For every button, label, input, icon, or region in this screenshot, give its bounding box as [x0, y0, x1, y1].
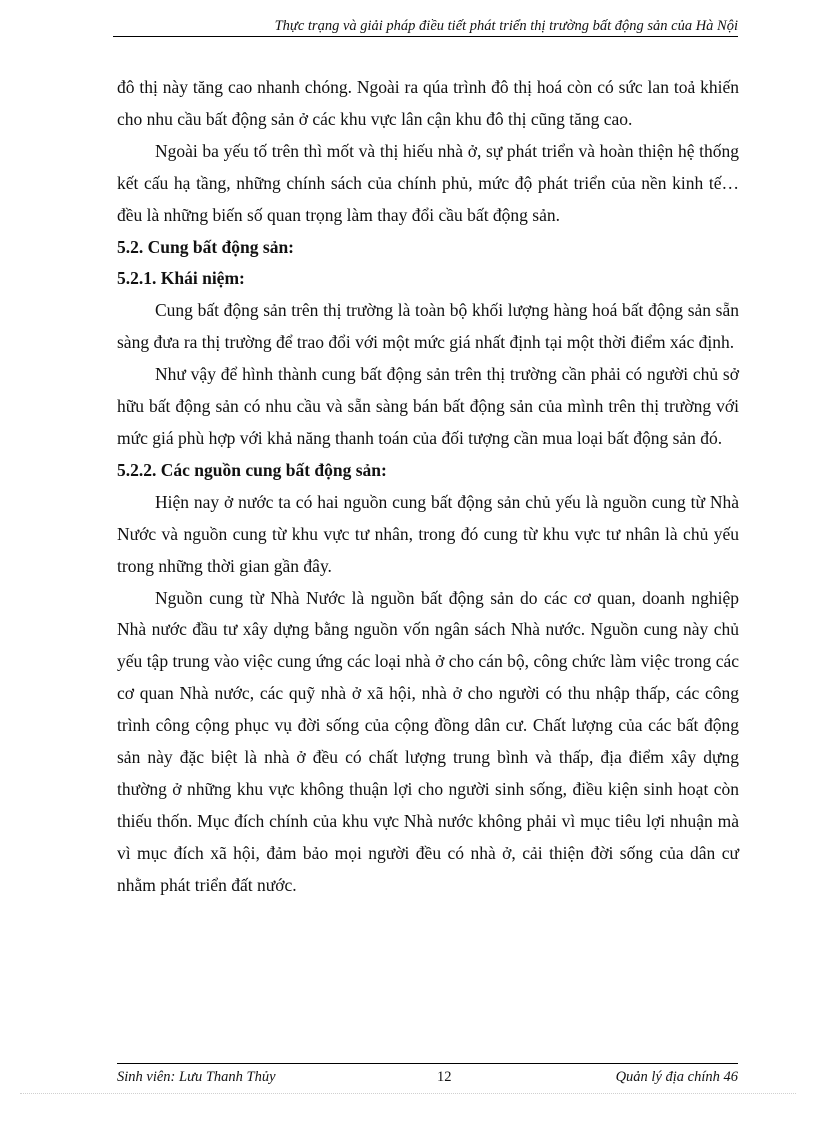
paragraph: Như vậy để hình thành cung bất động sản trên thị trường cần phải có người chủ sở hữu bất động sản có nhu cầu và sẵn sàng bán bất động sản của mình trên thị trường với mức giá phù hợp với khả năng thanh toán của đối tượng cần mua loại bất động sản đó. [117, 364, 739, 448]
footer-student: Sinh viên: Lưu Thanh Thủy [117, 1069, 276, 1085]
section-heading: 5.2. Cung bất động sản: [117, 236, 294, 257]
document-body [117, 72, 739, 902]
paragraph: Nguồn cung từ Nhà Nước là nguồn bất động sản do các cơ quan, doanh nghiệp Nhà nước đầu tư xây dựng bằng nguồn vốn ngân sách Nhà nước. Nguồn cung này chủ yếu tập trung vào việc cung ứng các loại nhà ở cho cán bộ, công chức làm việc trong các cơ quan Nhà nước, các quỹ nhà ở xã hội, nhà ở cho người có thu nhập thấp, các công trình công cộng phục vụ đời sống của cộng đồng dân cư. Chất lượng của các bất động sản này đặc biệt là nhà ở đều có chất lượng trung bình và thấp, địa điểm xây dựng thường ở những khu vực không thuận lợi cho người sinh sống, điều kiện sinh hoạt còn thiếu thốn. Mục đích chính của khu vực Nhà nước không phải vì mục tiêu lợi nhuận mà vì mục đích xã hội, đảm bảo mọi người đều có nhà ở, cải thiện đời sống của dân cư nhằm phát triển đất nước. [117, 587, 739, 895]
paragraph: Cung bất động sản trên thị trường là toàn bộ khối lượng hàng hoá bất động sản sẵn sàng đưa ra thị trường để trao đổi với một mức giá nhất định tại một thời điểm xác định. [117, 300, 739, 353]
page-bottom-border [20, 1093, 796, 1094]
paragraph: đô thị này tăng cao nhanh chóng. Ngoài ra qúa trình đô thị hoá còn có sức lan toả khiến cho nhu cầu bất động sản ở các khu vực lân cận khu đô thị cũng tăng cao. [117, 77, 739, 129]
page-number: 12 [437, 1069, 452, 1085]
paragraph: Hiện nay ở nước ta có hai nguồn cung bất động sản chủ yếu là nguồn cung từ Nhà Nước và nguồn cung từ khu vực tư nhân, trong đó cung từ khu vực tư nhân là chủ yếu trong những thời gian gần đây. [117, 491, 739, 576]
footer-divider [117, 1063, 738, 1064]
subsection-heading: 5.2.2. Các nguồn cung bất động sản: [117, 459, 387, 480]
page-header: Thực trạng và giải pháp điều tiết phát triển thị trường bất động sản của Hà Nội [113, 18, 738, 37]
subsection-heading: 5.2.1. Khái niệm: [117, 268, 245, 289]
paragraph: Ngoài ba yếu tố trên thì mốt và thị hiếu nhà ở, sự phát triển và hoàn thiện hệ thống kết cấu hạ tầng, những chính sách của chính phủ, mức độ phát triển của nền kinh tế… đều là những biến số quan trọng làm thay đổi cầu bất động sản. [117, 140, 739, 225]
footer-class: Quản lý địa chính 46 [615, 1069, 738, 1085]
